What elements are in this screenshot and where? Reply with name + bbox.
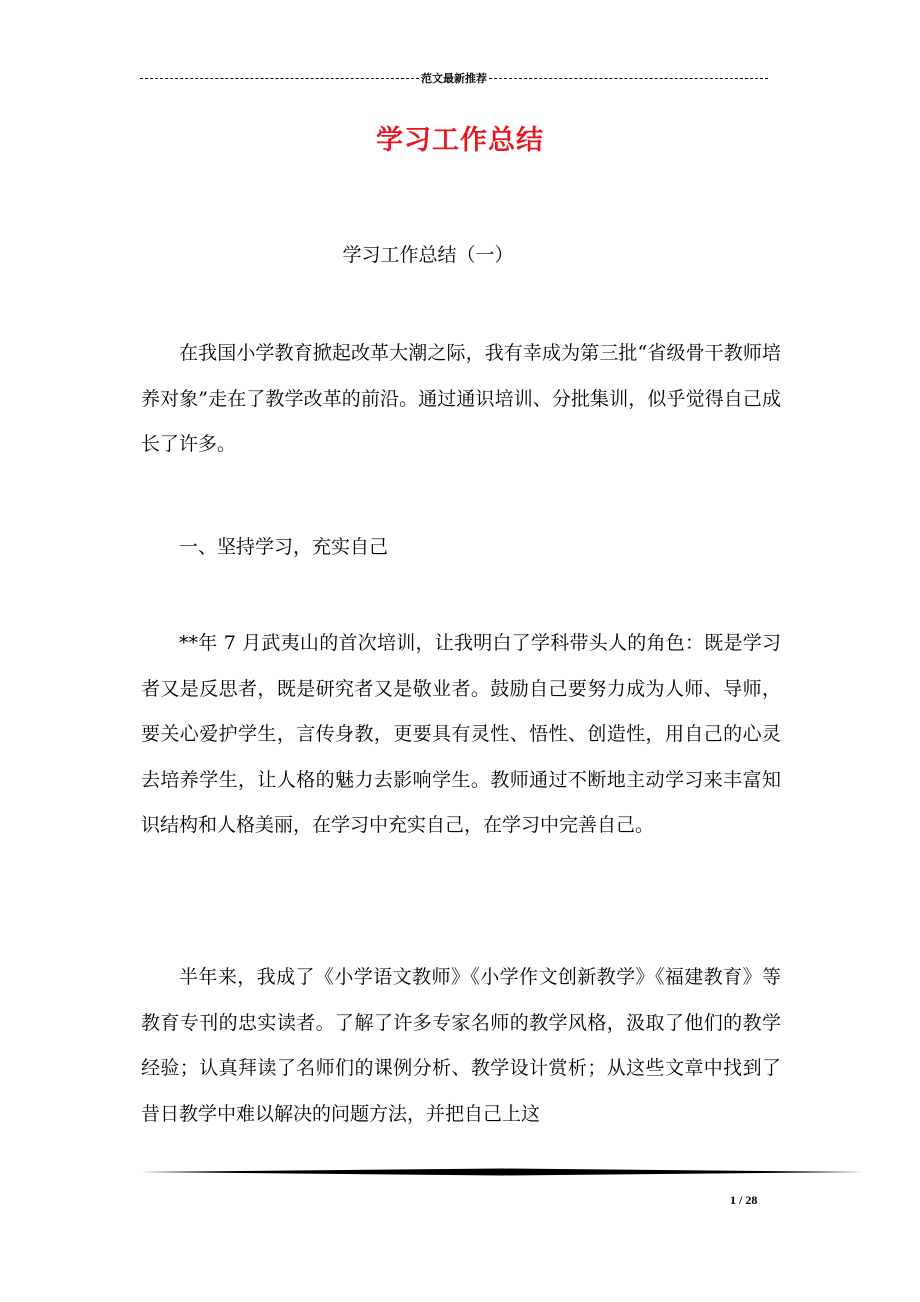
paragraph-reading: 半年来，我成了《小学语文教师》《小学作文创新教学》《福建教育》等教育专刊的忠实读者。了解了许多专家名师的教学风格，汲取了他们的教学经验；认真拜读了名师们的课例分析、教学设计赏析；从这些文章中找到了昔日教学中难以解决的问题方法，并把自己上这 xyxy=(141,966,781,1125)
footer-rule xyxy=(140,1168,864,1176)
section-title: 学习工作总结（一） xyxy=(342,244,514,266)
header-dashes-right xyxy=(489,78,768,79)
document-title: 学习工作总结 xyxy=(376,125,544,156)
page-header xyxy=(140,70,768,86)
header-label: 范文最新推荐 xyxy=(421,72,487,85)
header-dashes-left xyxy=(140,78,419,79)
paragraph-training: **年 7 月武夷山的首次培训，让我明白了学科带头人的角色：既是学习者又是反思者，既是研究者又是敬业者。鼓励自己要努力成为人师、导师，要关心爱护学生，言传身教，更要具有灵性、悟性、创造性，用自己的心灵去培养学生，让人格的魅力去影响学生。教师通过不断地主动学习来丰富知识结构和人格美丽，在学习中充实自己，在学习中完善自己。 xyxy=(141,632,781,836)
paragraph-intro: 在我国小学教育掀起改革大潮之际，我有幸成为第三批“省级骨干教师培养对象”走在了教学改革的前沿。通过通识培训、分批集训，似乎觉得自己成长了许多。 xyxy=(141,342,781,455)
page-number: 1 / 28 xyxy=(730,1193,758,1207)
paragraph-heading-one: 一、坚持学习，充实自己 xyxy=(179,536,389,558)
